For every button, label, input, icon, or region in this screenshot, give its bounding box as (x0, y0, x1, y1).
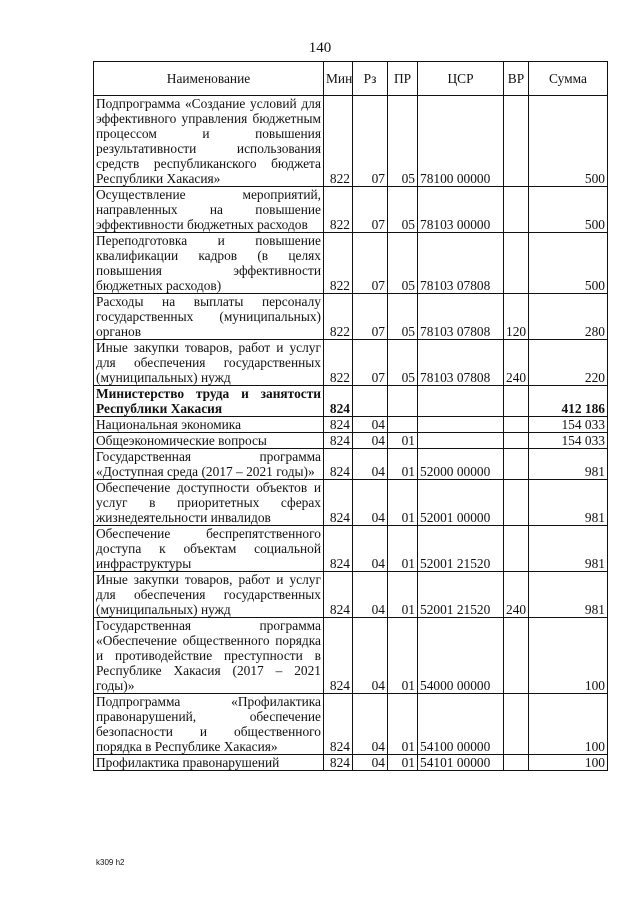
cell-pr: 01 (388, 618, 418, 694)
cell-pr: 01 (388, 694, 418, 755)
cell-name: Иные закупки товаров, работ и услуг для обеспечения государственных (муниципальных) нужд (94, 340, 324, 386)
cell-vr (504, 386, 529, 417)
cell-sum: 500 (529, 187, 608, 233)
table-row (94, 96, 608, 187)
cell-min: 824 (324, 755, 353, 771)
cell-vr (504, 417, 529, 433)
cell-rz: 04 (353, 480, 388, 526)
cell-csr: 52000 00000 (418, 449, 504, 480)
cell-csr: 54000 00000 (418, 618, 504, 694)
cell-name: Переподготовка и повышение квалификации кадров (в целях повышения эффективности бюджетных расходов) (94, 233, 324, 294)
cell-sum: 280 (529, 294, 608, 340)
cell-rz: 07 (353, 96, 388, 187)
table-row (94, 340, 608, 386)
header-csr: ЦСР (418, 62, 504, 96)
table-row (94, 386, 608, 417)
cell-sum: 154 033 (529, 433, 608, 449)
header-rz: Рз (353, 62, 388, 96)
cell-sum: 100 (529, 755, 608, 771)
cell-min: 822 (324, 96, 353, 187)
cell-csr (418, 417, 504, 433)
cell-rz: 07 (353, 233, 388, 294)
cell-sum: 154 033 (529, 417, 608, 433)
cell-vr (504, 694, 529, 755)
cell-pr: 01 (388, 755, 418, 771)
cell-csr (418, 386, 504, 417)
cell-name: Государственная программа «Доступная среда (2017 – 2021 годы)» (94, 449, 324, 480)
cell-pr: 01 (388, 433, 418, 449)
cell-csr: 54100 00000 (418, 694, 504, 755)
cell-pr: 05 (388, 96, 418, 187)
cell-csr: 54101 00000 (418, 755, 504, 771)
cell-sum: 981 (529, 526, 608, 572)
cell-csr: 78103 00000 (418, 187, 504, 233)
cell-pr: 01 (388, 480, 418, 526)
cell-min: 822 (324, 233, 353, 294)
cell-csr: 52001 21520 (418, 526, 504, 572)
cell-pr: 05 (388, 340, 418, 386)
cell-name: Обеспечение доступности объектов и услуг в приоритетных сферах жизнедеятельности инвалидов (94, 480, 324, 526)
cell-pr: 05 (388, 294, 418, 340)
cell-name: Обеспечение беспрепятственного доступа к объектам социальной инфраструктуры (94, 526, 324, 572)
cell-min: 824 (324, 480, 353, 526)
cell-rz: 04 (353, 433, 388, 449)
table-row (94, 480, 608, 526)
cell-min: 824 (324, 572, 353, 618)
cell-name: Общеэкономические вопросы (94, 433, 324, 449)
cell-min: 824 (324, 694, 353, 755)
cell-name: Национальная экономика (94, 417, 324, 433)
cell-pr (388, 386, 418, 417)
cell-rz: 07 (353, 187, 388, 233)
cell-vr (504, 233, 529, 294)
cell-sum: 412 186 (529, 386, 608, 417)
cell-min: 822 (324, 340, 353, 386)
page-number: 140 (308, 40, 332, 56)
cell-rz: 04 (353, 694, 388, 755)
header-vr: ВР (504, 62, 529, 96)
cell-csr (418, 433, 504, 449)
cell-vr (504, 480, 529, 526)
header-sum: Сумма (529, 62, 608, 96)
cell-vr (504, 96, 529, 187)
table-body (94, 96, 608, 771)
cell-vr: 120 (504, 294, 529, 340)
header-name: Наименование (94, 62, 324, 96)
cell-sum: 500 (529, 233, 608, 294)
table-row (94, 294, 608, 340)
table-row (94, 755, 608, 771)
cell-sum: 100 (529, 618, 608, 694)
cell-name: Иные закупки товаров, работ и услуг для обеспечения государственных (муниципальных) нужд (94, 572, 324, 618)
cell-name: Министерство труда и занятости Республики Хакасия (94, 386, 324, 417)
cell-name: Расходы на выплаты персоналу государственных (муниципальных) органов (94, 294, 324, 340)
cell-name: Осуществление мероприятий, направленных на повышение эффективности бюджетных расходов (94, 187, 324, 233)
cell-csr: 52001 00000 (418, 480, 504, 526)
cell-sum: 220 (529, 340, 608, 386)
cell-min: 824 (324, 386, 353, 417)
cell-csr: 78100 00000 (418, 96, 504, 187)
cell-rz: 04 (353, 618, 388, 694)
cell-csr: 52001 21520 (418, 572, 504, 618)
cell-min: 824 (324, 417, 353, 433)
table-row (94, 187, 608, 233)
cell-csr: 78103 07808 (418, 233, 504, 294)
cell-sum: 500 (529, 96, 608, 187)
cell-pr: 05 (388, 233, 418, 294)
table-row (94, 572, 608, 618)
table-row (94, 694, 608, 755)
budget-table (93, 61, 608, 771)
table-row (94, 417, 608, 433)
footer-code: k309 h2 (96, 858, 125, 867)
cell-min: 822 (324, 294, 353, 340)
cell-name: Государственная программа «Обеспечение общественного порядка и противодействие преступности в Республике Хакасия (2017 – 2021 годы)» (94, 618, 324, 694)
header-pr: ПР (388, 62, 418, 96)
cell-vr: 240 (504, 340, 529, 386)
cell-min: 824 (324, 618, 353, 694)
cell-vr (504, 755, 529, 771)
table-row (94, 618, 608, 694)
cell-min: 824 (324, 433, 353, 449)
cell-csr: 78103 07808 (418, 294, 504, 340)
cell-pr (388, 417, 418, 433)
cell-vr (504, 449, 529, 480)
cell-pr: 05 (388, 187, 418, 233)
cell-rz: 04 (353, 755, 388, 771)
cell-vr: 240 (504, 572, 529, 618)
cell-sum: 981 (529, 480, 608, 526)
table-row (94, 526, 608, 572)
cell-sum: 981 (529, 572, 608, 618)
cell-rz: 04 (353, 417, 388, 433)
cell-rz: 04 (353, 526, 388, 572)
table-row (94, 449, 608, 480)
cell-vr (504, 618, 529, 694)
cell-min: 822 (324, 187, 353, 233)
cell-sum: 100 (529, 694, 608, 755)
cell-vr (504, 433, 529, 449)
cell-rz: 04 (353, 572, 388, 618)
cell-pr: 01 (388, 449, 418, 480)
cell-min: 824 (324, 449, 353, 480)
cell-name: Подпрограмма «Создание условий для эффективного управления бюджетным процессом и повышения результативности использования средств республиканского бюджета Республики Хакасия» (94, 96, 324, 187)
cell-pr: 01 (388, 526, 418, 572)
table-row (94, 433, 608, 449)
cell-sum: 981 (529, 449, 608, 480)
cell-csr: 78103 07808 (418, 340, 504, 386)
cell-name: Профилактика правонарушений (94, 755, 324, 771)
cell-name: Подпрограмма «Профилактика правонарушений, обеспечение безопасности и общественного порядка в Республике Хакасия» (94, 694, 324, 755)
table-header-row (94, 62, 608, 96)
cell-min: 824 (324, 526, 353, 572)
cell-rz (353, 386, 388, 417)
cell-rz: 04 (353, 449, 388, 480)
cell-vr (504, 187, 529, 233)
cell-pr: 01 (388, 572, 418, 618)
cell-rz: 07 (353, 340, 388, 386)
cell-vr (504, 526, 529, 572)
table-row (94, 233, 608, 294)
cell-rz: 07 (353, 294, 388, 340)
header-min: Мин (324, 62, 353, 96)
